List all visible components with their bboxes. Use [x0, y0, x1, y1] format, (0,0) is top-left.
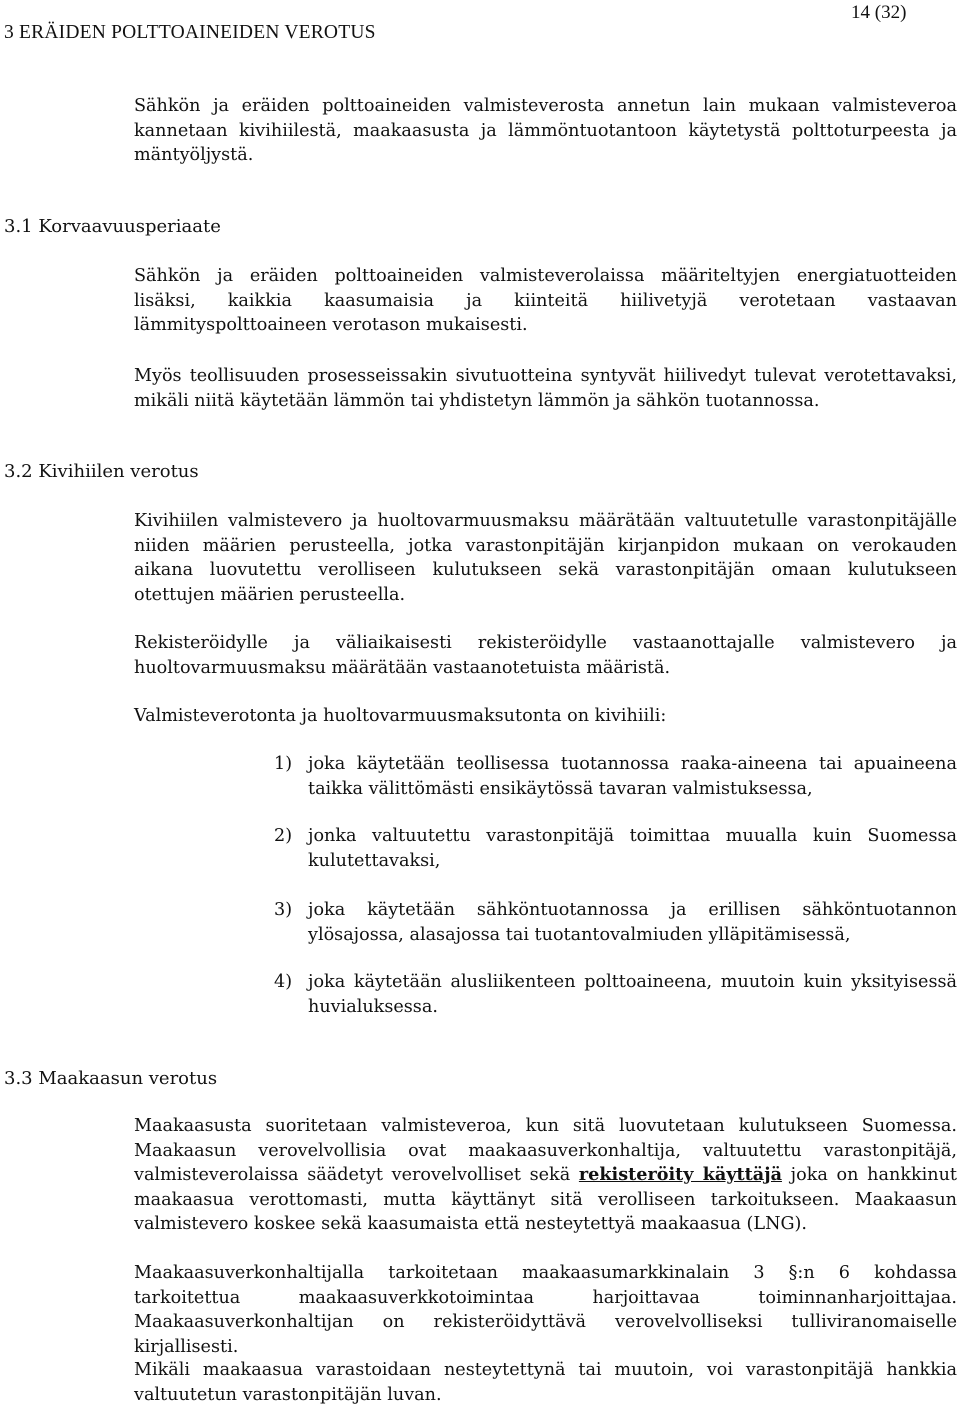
section-3-3-paragraph-3: Mikäli maakaasua varastoidaan nesteytettynä tai muutoin, voi varastonpitäjä hankkia valtuutetun varastonpitäjän luvan.: [134, 1360, 957, 1405]
section-3-3-paragraph-2: Maakaasuverkonhaltijalla tarkoitetaan maakaasumarkkinalain 3 §:n 6 kohdassa tarkoitettua maakaasuverkkotoimintaa harjoittavaa toiminnanharjoittajaa. Maakaasuverkonhaltijan on rekisteröidyttävä verovelvolliseksi tulliviranomaiselle kirjallisesti.: [134, 1263, 957, 1357]
list-item-text: joka käytetään sähköntuotannossa ja erillisen sähköntuotannon ylösajossa, alasajossa tai tuotantovalmiuden ylläpitämisessä,: [308, 900, 957, 945]
list-item-number: 2): [274, 826, 293, 846]
list-item-number: 1): [274, 754, 293, 774]
registered-user-emphasis: rekisteröity käyttäjä: [578, 1164, 782, 1185]
section-3-2-paragraph-3: Valmisteverotonta ja huoltovarmuusmaksutonta on kivihiili:: [134, 706, 667, 726]
section-heading-3-3: 3.3 Maakaasun verotus: [4, 1068, 218, 1089]
section-3-2-paragraph-2: Rekisteröidylle ja väliaikaisesti rekisteröidylle vastaanottajalle valmistevero ja huoltovarmuusmaksu määrätään vastaanotetuista määristä.: [134, 633, 957, 678]
section-3-1-paragraph-2: Myös teollisuuden prosesseissakin sivutuotteina syntyvät hiilivedyt tulevat verotettavaksi, mikäli niitä käytetään lämmön tai yhdistetyn lämmön ja sähkön tuotannossa.: [134, 366, 957, 411]
list-item: [274, 752, 957, 801]
list-item-text: joka käytetään alusliikenteen polttoaineena, muutoin kuin yksityisessä huvialuksessa.: [308, 972, 957, 1017]
list-item-text: joka käytetään teollisessa tuotannossa raaka-aineena tai apuaineena taikka välittömästi ensikäytössä tavaran valmistuksessa,: [308, 754, 957, 799]
list-item: [274, 824, 957, 873]
section-3-3-paragraph-1: [134, 1114, 957, 1237]
paragraph-text-start: Maakaasusta suoritetaan valmisteveroa, kun sitä luovutetaan kulutukseen Suomessa. Maakaasun verovelvollisia ovat maakaasuverkonhaltija, valtuutettu varastonpitäjä, valmisteverolaissa säädetyt verovelvolliset sekä: [134, 1116, 957, 1185]
paragraph-text-end: joka on hankkinut maakaasua verottomasti, mutta käyttänyt sitä verolliseen tarkoitukseen. Maakaasun valmistevero koskee sekä kaasumaista että nesteytettyä maakaasua (LNG).: [134, 1165, 957, 1234]
page-number: 14 (32): [851, 2, 907, 23]
list-item-number: 3): [274, 900, 293, 920]
list-item: [274, 898, 957, 947]
intro-paragraph: Sähkön ja eräiden polttoaineiden valmisteverosta annetun lain mukaan valmisteveroa kannetaan kivihiilestä, maakaasusta ja lämmöntuotantoon käytetystä polttoturpeesta ja mäntyöljystä.: [134, 96, 957, 165]
chapter-title: 3 ERÄIDEN POLTTOAINEIDEN VEROTUS: [4, 22, 376, 43]
section-heading-3-2: 3.2 Kivihiilen verotus: [4, 461, 199, 482]
list-item-number: 4): [274, 972, 293, 992]
section-heading-3-1: 3.1 Korvaavuusperiaate: [4, 216, 221, 237]
list-item-text: jonka valtuutettu varastonpitäjä toimittaa muualla kuin Suomessa kulutettavaksi,: [308, 826, 957, 871]
list-item: [274, 970, 957, 1019]
section-3-2-paragraph-1: Kivihiilen valmistevero ja huoltovarmuusmaksu määrätään valtuutetulle varastonpitäjälle niiden määrien perusteella, jotka varastonpitäjän kirjanpidon mukaan on verokauden aikana luovutettu verolliseen kulutukseen sekä varastonpitäjän omaan kulutukseen otettujen määrien perusteella.: [134, 511, 957, 605]
section-3-1-paragraph-1: Sähkön ja eräiden polttoaineiden valmisteverolaissa määriteltyjen energiatuotteiden lisäksi, kaikkia kaasumaisia ja kiinteitä hiilivetyjä verotetaan vastaavan lämmityspolttoaineen verotason mukaisesti.: [134, 266, 957, 335]
